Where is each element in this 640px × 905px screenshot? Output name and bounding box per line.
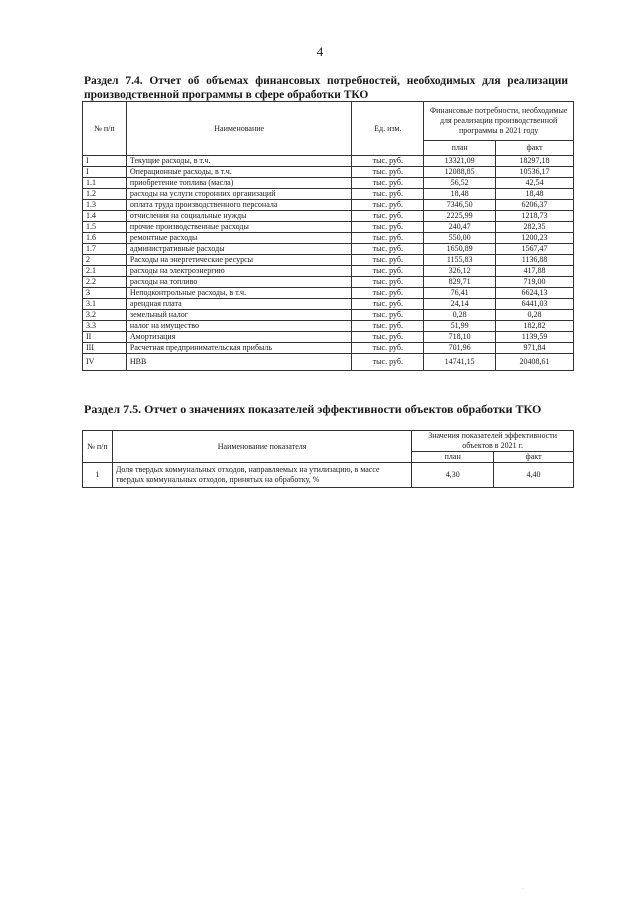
row-unit: тыс. руб. xyxy=(352,211,424,222)
row-num: 1 xyxy=(83,463,113,488)
row-name: расходы на топливо xyxy=(126,277,352,288)
table-row xyxy=(83,255,574,266)
row-unit: тыс. руб. xyxy=(352,277,424,288)
table-row xyxy=(83,233,574,244)
header-plan: план xyxy=(412,452,494,463)
table-row xyxy=(83,222,574,233)
table-row xyxy=(83,200,574,211)
efficiency-indicators-table xyxy=(82,430,574,488)
row-fact: 18297,18 xyxy=(496,156,574,167)
row-num: I xyxy=(83,167,127,178)
row-unit: тыс. руб. xyxy=(352,310,424,321)
row-fact: 6441,03 xyxy=(496,299,574,310)
row-fact: 971,84 xyxy=(496,343,574,354)
row-plan: 56,52 xyxy=(424,178,496,189)
row-plan: 718,10 xyxy=(424,332,496,343)
row-fact: 1139,59 xyxy=(496,332,574,343)
row-unit: тыс. руб. xyxy=(352,299,424,310)
row-name: приобретение топлива (масла) xyxy=(126,178,352,189)
table-row xyxy=(83,288,574,299)
header-fact: факт xyxy=(496,141,574,156)
row-plan: 701,96 xyxy=(424,343,496,354)
row-plan: 18,48 xyxy=(424,189,496,200)
row-unit: тыс. руб. xyxy=(352,321,424,332)
header-fact: факт xyxy=(494,452,574,463)
row-name: Операционные расходы, в т.ч. xyxy=(126,167,352,178)
row-num: I xyxy=(83,156,127,167)
row-plan: 2225,99 xyxy=(424,211,496,222)
row-plan: 14741,15 xyxy=(424,354,496,371)
table-row xyxy=(83,321,574,332)
row-fact: 6624,13 xyxy=(496,288,574,299)
row-name: НВВ xyxy=(126,354,352,371)
row-plan: 326,12 xyxy=(424,266,496,277)
row-unit: тыс. руб. xyxy=(352,332,424,343)
header-num: № п/п xyxy=(83,431,113,463)
row-num: 2.2 xyxy=(83,277,127,288)
row-fact: 282,35 xyxy=(496,222,574,233)
row-plan: 829,71 xyxy=(424,277,496,288)
row-plan: 240,47 xyxy=(424,222,496,233)
header-financial-needs: Финансовые потребности, необходимые для реализации производственной программы в 2021 году xyxy=(424,102,574,141)
row-unit: тыс. руб. xyxy=(352,167,424,178)
row-indicator-name: Доля твердых коммунальных отходов, направляемых на утилизацию, в массе твердых коммунальных отходов, принятых на обработку, % xyxy=(112,463,411,488)
row-fact: 18,48 xyxy=(496,189,574,200)
row-name: Текущие расходы, в т.ч. xyxy=(126,156,352,167)
row-name: расходы на услуги сторонних организаций xyxy=(126,189,352,200)
row-fact: 42,54 xyxy=(496,178,574,189)
row-plan: 1155,83 xyxy=(424,255,496,266)
row-unit: тыс. руб. xyxy=(352,343,424,354)
header-name: Наименование xyxy=(126,102,352,156)
row-num: 3 xyxy=(83,288,127,299)
row-unit: тыс. руб. xyxy=(352,189,424,200)
row-num: 1.1 xyxy=(83,178,127,189)
row-fact: 4,40 xyxy=(494,463,574,488)
row-unit: тыс. руб. xyxy=(352,255,424,266)
row-num: 1.4 xyxy=(83,211,127,222)
financial-needs-table xyxy=(82,101,574,371)
row-num: 1.2 xyxy=(83,189,127,200)
row-fact: 0,28 xyxy=(496,310,574,321)
row-unit: тыс. руб. xyxy=(352,156,424,167)
row-name: Амортизация xyxy=(126,332,352,343)
row-plan: 1650,89 xyxy=(424,244,496,255)
row-name: расходы на электроэнергию xyxy=(126,266,352,277)
row-plan: 0,28 xyxy=(424,310,496,321)
header-num: № п/п xyxy=(83,102,127,156)
row-fact: 417,88 xyxy=(496,266,574,277)
row-num: 2 xyxy=(83,255,127,266)
row-num: II xyxy=(83,332,127,343)
header-indicator-values: Значения показателей эффективности объектов в 2021 г. xyxy=(412,431,574,452)
table-row xyxy=(83,299,574,310)
row-plan: 550,00 xyxy=(424,233,496,244)
row-num: 1.7 xyxy=(83,244,127,255)
table-row xyxy=(83,310,574,321)
row-name: прочие производственные расходы xyxy=(126,222,352,233)
row-fact: 20408,61 xyxy=(496,354,574,371)
page-number: 4 xyxy=(316,44,324,59)
row-name: Расходы на энергетические ресурсы xyxy=(126,255,352,266)
row-fact: 1136,88 xyxy=(496,255,574,266)
row-unit: тыс. руб. xyxy=(352,178,424,189)
row-unit: тыс. руб. xyxy=(352,244,424,255)
row-fact: 1567,47 xyxy=(496,244,574,255)
row-plan: 51,99 xyxy=(424,321,496,332)
row-unit: тыс. руб. xyxy=(352,233,424,244)
row-unit: тыс. руб. xyxy=(352,266,424,277)
section-7-4-title: Раздел 7.4. Отчет об объемах финансовых потребностей, необходимых для реализации производственной программы в сфере обработки ТКО xyxy=(84,75,568,101)
row-num: 3.3 xyxy=(83,321,127,332)
row-fact: 1200,23 xyxy=(496,233,574,244)
row-plan: 4,30 xyxy=(412,463,494,488)
row-name: ремонтные расходы xyxy=(126,233,352,244)
table-row xyxy=(83,189,574,200)
row-name: арендная плата xyxy=(126,299,352,310)
row-name: налог на имущество xyxy=(126,321,352,332)
section-7-5-title: Раздел 7.5. Отчет о значениях показателей эффективности объектов обработки ТКО xyxy=(84,402,542,416)
row-num: 2.1 xyxy=(83,266,127,277)
table-row xyxy=(83,354,574,371)
table-row xyxy=(83,178,574,189)
row-num: 1.3 xyxy=(83,200,127,211)
row-num: 3.1 xyxy=(83,299,127,310)
scan-mark: · xyxy=(522,886,524,892)
table-row xyxy=(83,343,574,354)
row-fact: 182,82 xyxy=(496,321,574,332)
row-fact: 1218,73 xyxy=(496,211,574,222)
row-unit: тыс. руб. xyxy=(352,222,424,233)
table-row xyxy=(83,167,574,178)
table-row xyxy=(83,332,574,343)
row-plan: 12088,85 xyxy=(424,167,496,178)
row-num: IV xyxy=(83,354,127,371)
header-indicator-name: Наименование показателя xyxy=(112,431,411,463)
row-fact: 10536,17 xyxy=(496,167,574,178)
row-num: III xyxy=(83,343,127,354)
row-name: земельный налог xyxy=(126,310,352,321)
row-name: Расчетная предпринимательская прибыль xyxy=(126,343,352,354)
row-name: отчисления на социальные нужды xyxy=(126,211,352,222)
row-num: 3.2 xyxy=(83,310,127,321)
row-name: административные расходы xyxy=(126,244,352,255)
row-num: 1.6 xyxy=(83,233,127,244)
row-fact: 719,00 xyxy=(496,277,574,288)
row-plan: 7346,50 xyxy=(424,200,496,211)
row-plan: 13321,09 xyxy=(424,156,496,167)
row-plan: 76,41 xyxy=(424,288,496,299)
table-row xyxy=(83,266,574,277)
row-unit: тыс. руб. xyxy=(352,354,424,371)
row-name: Неподконтрольные расходы, в т.ч. xyxy=(126,288,352,299)
row-num: 1.5 xyxy=(83,222,127,233)
row-unit: тыс. руб. xyxy=(352,288,424,299)
table-row xyxy=(83,211,574,222)
table-row xyxy=(83,277,574,288)
row-unit: тыс. руб. xyxy=(352,200,424,211)
header-unit: Ед. изм. xyxy=(352,102,424,156)
row-plan: 24,14 xyxy=(424,299,496,310)
header-plan: план xyxy=(424,141,496,156)
table-row xyxy=(83,244,574,255)
row-fact: 6206,37 xyxy=(496,200,574,211)
table-row xyxy=(83,463,574,488)
row-name: оплата труда производственного персонала xyxy=(126,200,352,211)
table-row xyxy=(83,156,574,167)
